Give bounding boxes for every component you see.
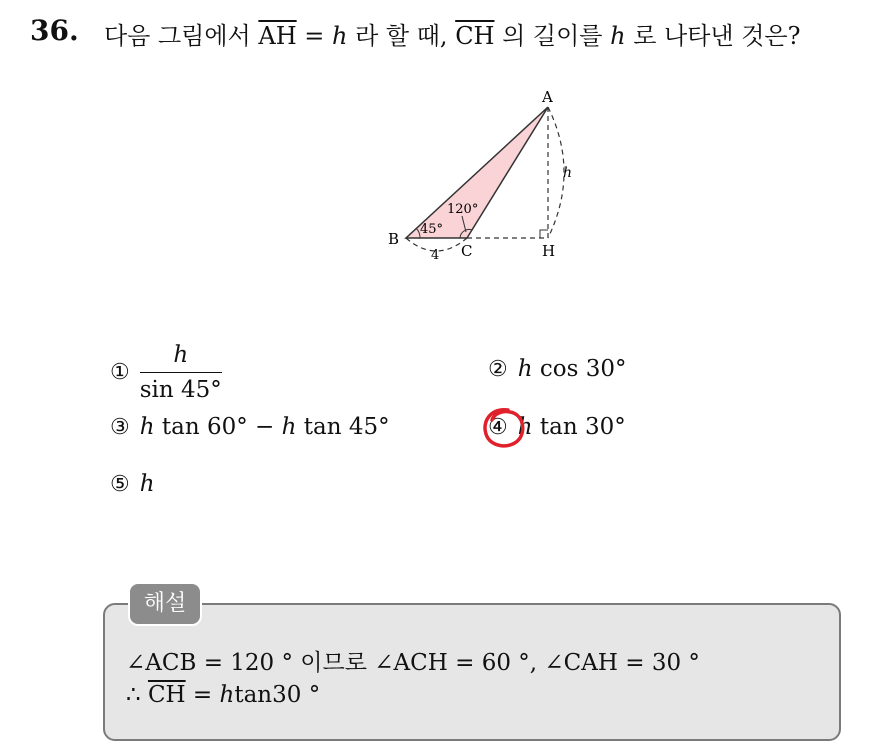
- choice-var: h: [517, 414, 533, 440]
- segment-ah: $\overline{AH}$: [258, 22, 297, 50]
- segment-ch: $\overline{CH}$: [147, 682, 186, 708]
- choice-expr: tan 30°: [532, 414, 626, 440]
- triangle-figure: [380, 80, 590, 270]
- choice-var: h: [139, 414, 155, 440]
- choice-expr: cos 30°: [532, 356, 627, 382]
- question-text-part: 다음 그림에서: [104, 22, 259, 50]
- solution-line-2: [126, 682, 320, 708]
- right-angle-mark: [540, 230, 548, 238]
- choice-2[interactable]: [488, 356, 626, 382]
- choice-mark: ③: [110, 415, 130, 440]
- solution-text-part: ∴: [126, 682, 148, 708]
- label-c: C: [461, 242, 473, 260]
- choice-5[interactable]: [110, 471, 155, 497]
- angle-b-label: 45°: [420, 222, 444, 237]
- variable-h: h: [610, 22, 626, 50]
- choice-var: h: [139, 471, 155, 497]
- choice-mark: ①: [110, 359, 130, 385]
- variable-h: h: [332, 22, 348, 50]
- question-text-part: 의 길이를: [494, 22, 611, 50]
- fraction: [140, 338, 222, 407]
- fraction-denominator: sin 45°: [139, 377, 222, 403]
- choice-var: h: [517, 356, 533, 382]
- label-a: A: [542, 88, 553, 106]
- question-number: 36.: [30, 14, 79, 47]
- choice-mark: ②: [488, 357, 508, 382]
- label-h: H: [542, 242, 556, 260]
- solution-line-1: ∠ACB = 120 ° 이므로 ∠ACH = 60 °, ∠CAH = 30 °: [126, 650, 700, 676]
- solution-text-part: tan30 °: [234, 682, 321, 708]
- choice-mark: ④: [488, 415, 508, 440]
- triangle-abc-fill: [406, 107, 548, 238]
- fraction-numerator: h: [140, 338, 222, 373]
- label-side-h: h: [563, 165, 573, 181]
- variable-h: h: [219, 682, 235, 708]
- question-text-part: 라 할 때,: [347, 22, 456, 50]
- label-b: B: [388, 230, 400, 248]
- arc-h: [548, 107, 564, 238]
- question-text-part: =: [296, 22, 333, 50]
- choice-1[interactable]: [110, 338, 222, 407]
- choice-expr: tan 45°: [296, 414, 390, 440]
- length-bc-label: 4: [431, 248, 440, 263]
- angle-c-label: 120°: [447, 202, 479, 217]
- question-text: [104, 16, 800, 51]
- solution-text-part: =: [185, 682, 220, 708]
- choice-mark: ⑤: [110, 472, 130, 497]
- solution-tag: 해설: [128, 582, 202, 626]
- choice-var: h: [281, 414, 297, 440]
- choice-3[interactable]: [110, 414, 390, 440]
- answer-circle-mark: [478, 404, 528, 454]
- question-text-part: 로 나타낸 것은?: [625, 22, 801, 50]
- segment-ch: $\overline{CH}$: [455, 22, 495, 50]
- choice-expr: tan 60° −: [154, 414, 282, 440]
